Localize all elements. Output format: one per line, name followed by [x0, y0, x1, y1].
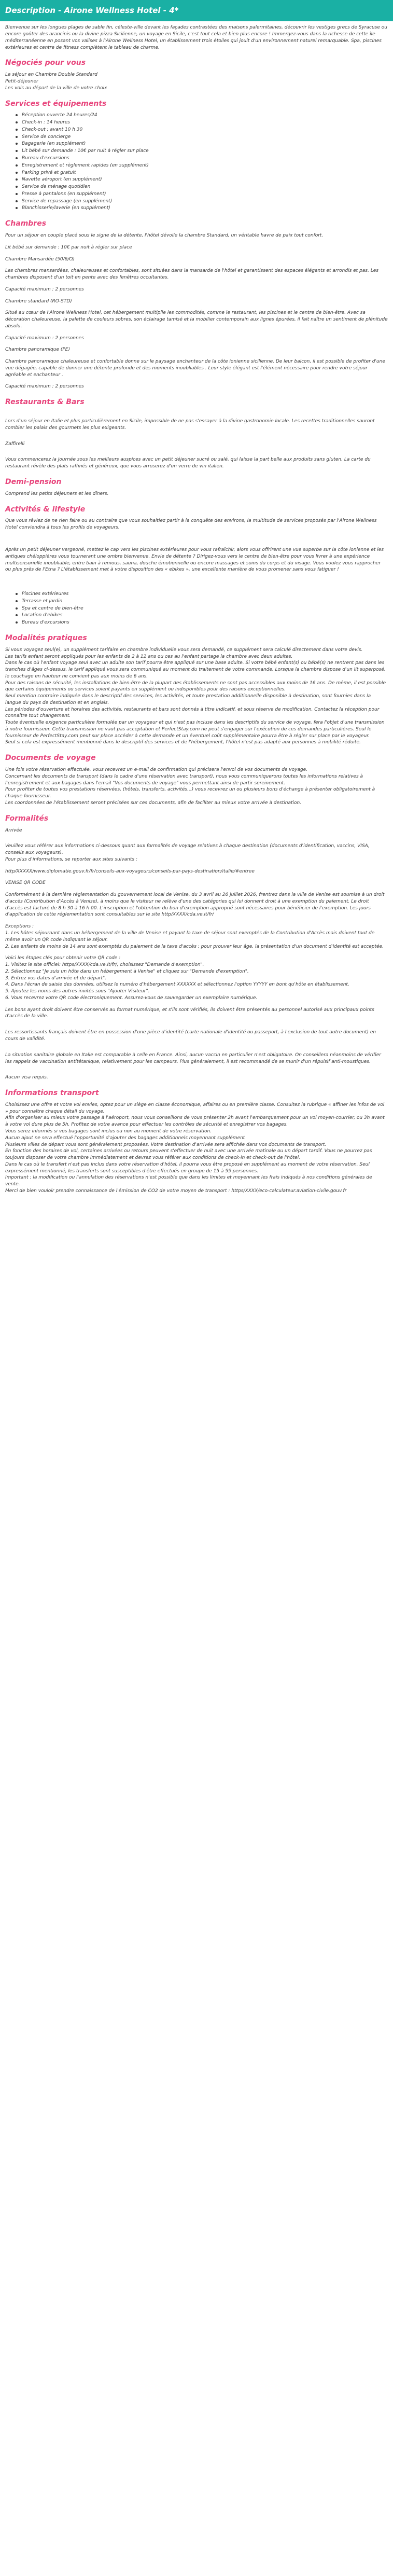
- list-item: Service de concierge: [16, 134, 388, 141]
- room-name-2: Chambre standard (RO-STD): [5, 298, 72, 304]
- list-item: Bagagerie (en supplément): [16, 141, 388, 147]
- formalities-id: Les ressortissants français doivent être en possession d'une pièce d'identité (carte nationale d'identité ou passeport, à l'exclusion de tout autre document) en cours de validité.: [5, 1030, 376, 1042]
- formalities-health: La situation sanitaire globale en Italie est comparable à celle en France. Ainsi, aucun vaccin en particulier n'est obligatoire. On conseillera néanmoins de vérifier les rappels de vaccination antitétanique, relativement pour les campeurs. Plus généralement, il est recommandé de se munir d'un répulsif anti-moustiques.: [5, 1052, 382, 1064]
- nights-line-3: Les vols au départ de la ville de votre choix: [5, 85, 107, 91]
- list-item: Terrasse et jardin: [16, 598, 388, 605]
- rooms-intro: Pour un séjour en couple placé sous le signe de la détente, l'hôtel dévoile la chambre Standard, un véritable havre de paix tout confort.: [5, 233, 324, 238]
- restaurant-name: Zaffirelli: [5, 441, 25, 447]
- restaurant-desc: Vous commencerez la journée sous les meilleurs auspices avec un petit déjeuner sucré ou salé, qui laisse la part belle aux produits sans gluten. La carte du restaurant révèle des plats raffinés et généreux, que vous arroserez d'un verre de vin italien.: [5, 457, 371, 469]
- list-item: Navette aéroport (en supplément): [16, 176, 388, 183]
- list-item: Service de ménage quotidien: [16, 184, 388, 190]
- list-item: Parking privé et gratuit: [16, 170, 388, 176]
- list-item: Service de repassage (en supplément): [16, 198, 388, 205]
- room-name-1: Chambre Mansardée (50/6/O): [5, 256, 75, 262]
- formalities-exceptions: Exceptions : 1. Les hôtes séjournant dans un hébergement de la ville de Venise et payant la taxe de séjour sont exemptés de la Contribution d'Accès mais doivent tout de même avoir un QR code indiquant le séjour. 2. Les enfants de moins de 14 ans sont exemptés du paiement de la taxe d'accès : pour prouver leur âge, la présentation d'un document d'identité est acceptée.: [5, 924, 384, 949]
- room-capacity-3: Capacité maximum : 2 personnes: [5, 384, 84, 390]
- section-title-activities: Activités & lifestyle: [5, 505, 86, 514]
- services-list: [5, 112, 388, 212]
- list-item: Piscines extérieures: [16, 591, 388, 598]
- list-item: Blanchisserie/laverie (en supplément): [16, 205, 388, 212]
- formalities-venice: Conformément à la dernière réglementation du gouvernement local de Venise, du 3 avril au 26 juillet 2026, frentrez dans la ville de Venise est soumise à un droit d'accès (Contribution d'Accès à Venise), à moins que le visiteur ne relève d'une des catégories qui lui donnent droit à une exemption du paiement. Le droit d'accès est facturé de 8 h 30 à 16 h 00. L'inscription et l'obtention du bon d'exemption approprié sont nécessaires pour bénéficier de l'exemption. Les jours d'application de cette réglementation sont consultables sur le site http/XXXX/cda.ve.it/fr/: [5, 892, 385, 918]
- list-item: Spa et centre de bien-être: [16, 605, 388, 612]
- section-title-rooms: Chambres: [5, 219, 47, 228]
- activities-intro: Que vous rêviez de ne rien faire ou au contraire que vous souhaitiez partir à la conquête des environs, la multitude de services proposés par l'Airone Wellness Hotel conviendra à tous les profils de voyageurs.: [5, 518, 377, 531]
- formalities-intro: Veuillez vous référer aux informations ci-dessous quant aux formalités de voyage relatives à chaque destination (documents d'identification, vaccins, VISA, conseils aux voyageurs). Pour plus d'informations, se reporter aux sites suivants :: [5, 843, 370, 862]
- room-capacity-1: Capacité maximum : 2 personnes: [5, 286, 84, 292]
- list-item: Presse à pantalons (en supplément): [16, 191, 388, 198]
- section-title-halfboard: Demi-pension: [5, 477, 62, 486]
- list-item: Check-out : avant 10 h 30: [16, 127, 388, 133]
- room-name-3: Chambre panoramique (PE): [5, 347, 70, 353]
- list-item: Bureau d'excursions: [16, 619, 388, 626]
- formalities-steps: Voici les étapes clés pour obtenir votre QR code : 1. Visitez le site officiel: https/XXXX/cda.ve.it/fr/, choisissez "Demande d'exemption". 2. Sélectionnez "Je suis un hôte dans un hébergement à Venise" et cliquez sur "Demande d'exemption". 3. Entrez vos dates d'arrivée et de départ". 4. Dans l'écran de saisie des données, utilisez le numéro d'hébergement XXXXXX et sélectionnez l'option YYYYY en bont qu'hôte en établissement. 5. Ajoutez les noms des autres invités sous "Ajouter Visiteur". 6. Vous recevrez votre QR code électroniquement. Assurez-vous de sauvegarder un exemplaire numérique.: [5, 955, 349, 1001]
- list-item: Lit bébé sur demande : 10€ par nuit à régler sur place: [16, 148, 388, 155]
- list-item: Bureau d'excursions: [16, 155, 388, 162]
- nights-line-1: Le séjour en Chambre Double Standard: [5, 72, 97, 78]
- section-title-docs: Documents de voyage: [5, 754, 96, 763]
- docs-text: Une fois votre réservation effectuée, vous recevrez un e-mail de confirmation qui précisera l'envoi de vos documents de voyage. Concernant les documents de transport (dans le cadre d'une réservation avec transport), nous vous communiquerons toutes les informations relatives à l'enregistrement et aux bagages dans l'email "Vos documents de voyage" vous permettant ainsi de partir sereinement. Pour profiter de toutes vos prestations réservées, (hôtels, transferts, activités...) vous recevrez un ou plusieurs bons d'échange à présenter obligatoirement à chaque fournisseur. Les coordonnées de l'établissement seront précisées sur ces documents, afin de faciliter au mieux votre arrivée à destination.: [5, 767, 375, 806]
- activities-desc: Après un petit déjeuner vergeoné, mettez le cap vers les piscines extérieures pour vous rafraîchir, alors vous offrirent une vue superbe sur la côte ionienne et les antiques chéloppières vous tournerant une ombre bienvenue. Envie de détente ? Dirigez-vous vers le centre de bien-être pour vous livrer à une expérience multisensorielle inoubliable, entre bain à remous, sauna, douche émotionnelle ou encore massages et soins du corps et du visage. Vous voulez vous rapprocher ou plus près de l'Etna ? L'établissement met à votre disposition des « ebikes », une excellente manière de vous promener sans vous fatiguer !: [5, 547, 384, 573]
- section-title-nights: Négociés pour vous: [5, 59, 86, 67]
- formalities-visa: Aucun visa requis.: [5, 1075, 48, 1081]
- intro-text: Bienvenue sur les longues plages de sable fin, céleste-ville devant les façades contrastées des maisons palermitaines, découvrir les vestiges grecs de Syracuse ou encore goûter des arancinis ou la divine pizza Sicilienne, un voyage en Sicile, c'est tout cela et bien plus encore ! Immergez-vous dans la richesse de cette île méditerranéenne en posant vos valises à l'Airone Wellness Hotel, un établissement trois étoiles qui jouit d'un environnement naturel remarquable. Spa, piscines extérieures et centre de fitness complètent le tableau de charme.: [5, 25, 387, 50]
- page-title: Description - Airone Wellness Hotel - 4*: [0, 0, 393, 21]
- room-desc-3: Chambre panoramique chaleureuse et confortable donne sur le paysage enchanteur de la côte ionienne sicilienne. De leur balcon, il est possible de profiter d'une vue dégagée, capable de donner une détente profonde et des moments inoubliables . Leur style élégant est l'élément nécessaire pour rendre votre séjour agréable et enchanteur .: [5, 359, 385, 378]
- section-title-formalities: Formalités: [5, 814, 49, 823]
- room-capacity-2: Capacité maximum : 2 personnes: [5, 335, 84, 341]
- list-item: Enregistrement et règlement rapides (en supplément): [16, 162, 388, 169]
- room-desc-2: Situé au cœur de l'Airone Wellness Hotel, cet hébergement multiplie les commodités, comme le restaurant, les piscines et le centre de bien-être. Avec sa décoration chaleureuse, la palette de couleurs sobres, son éclairage tamisé et la mobilier contemporain aux lignes épurées, il fait naître un sentiment de plénitude absolu.: [5, 310, 388, 329]
- section-title-terms: Modalités pratiques: [5, 633, 87, 642]
- page: [0, 0, 393, 1195]
- nights-line-2: Petit-déjeuner: [5, 79, 38, 84]
- list-item: Réception ouverte 24 heures/24: [16, 112, 388, 119]
- formalities-qr-title: VENISE QR CODE: [5, 880, 46, 886]
- section-title-services: Services et équipements: [5, 99, 107, 108]
- nights-line: [5, 72, 388, 91]
- terms-text: Si vous voyagez seul(e), un supplément tarifaire en chambre individuelle vous sera demandé, ce supplément sera calculé directement dans votre devis. Les tarifs enfant seront appliqués pour les enfants de 2 à 12 ans ou ces au l'enfant partage la chambre avec deux adultes. Dans le cas où l'enfant voyage seul avec un adulte son tarif pourra être appliqué sur une base adulte. Si votre bébé enfant(s) ou bébé(s) ne rentrent pas dans les tranches d'âges ci-dessus, le tarif appliqué vous sera communiqué au moment du traitement de votre commande. Lorsque la chambre dispose d'un lit superposé, le couchage en hauteur ne convient pas aux moins de 6 ans. Pour des raisons de sécurité, les installations de bien-être de la plupart des établissements ne sont pas accessibles aux moins de 16 ans. De même, il est possible que certains équipements ou services soient payants en supplément ou indisponibles pour des raisons exceptionnelles. Seul mention contraire indiquée dans le descriptif des services, les activités, et toute prestation additionnelle disponible à destination, sont fournies dans la langue du pays de destination et en anglais. Les périodes d'ouverture et horaires des activités, restaurants et bars sont donnés à titre indicatif, et sous réserve de modification. Contactez la réception pour connaître tout changement. Toute éventuelle exigence particulière formulée par un voyageur et qui n'est pas incluse dans les descriptifs du service de voyage, fera l'objet d'une transmission à notre fournisseur. Cette transmission ne vaut pas acceptation et PerfectStay.com ne peut s'engager sur l'exécution de ces demandes particulières. Seul le fournisseur de PerfectStay.com peut sur place accéder à cette demande et un éventuel coût supplémentaire pourra être à régler sur place par le voyageur. Seul si cela est expressément mentionné dans le descriptif des services et de l'hébergement, l'hôtel n'est pas adapté aux personnes à mobilité réduite.: [5, 647, 386, 745]
- restaurants-intro: Lors d'un séjour en Italie et plus particulièrement en Sicile, impossible de ne pas s'essayer à la divine gastronomie locale. Les recettes traditionnelles sauront combler les palais des gourmets les plus exigeants.: [5, 419, 375, 431]
- room-desc-1: Les chambres mansardées, chaleureuses et confortables, sont situées dans la mansarde de l'hôtel et garantissent des espaces élégants et arrondis et pas. Les chambres disposent d'un toit en pente avec des fenêtres occultantes.: [5, 268, 378, 281]
- rooms-crib: Lit bébé sur demande : 10€ par nuit à régler sur place: [5, 244, 132, 250]
- transport-text: Choisissez une offre et votre vol envies, optez pour un siège en classe économique, affaires ou en première classe. Consultez la rubrique « affiner les infos de vol » pour connaître chaque détail du voyage. Afin d'organiser au mieux votre passage à l'aéroport, nous vous conseillons de vous présenter 2h avant l'embarquement pour un vol moyen-courrier, ou 3h avant à votre vol dure plus de 5h. Profitez de votre avance pour effectuer les contrôles de sécurité et enregistrer vos bagages. Vous serez informés si vos bagages sont inclus ou non au moment de votre réservation. Aucun ajout ne sera effectué l'opportunité d'ajouter des bagages additionnels moyennant supplément Plusieurs villes de départ vous sont généralement proposées. Votre destination d'arrivée sera affichée dans vos documents de transport. En fonction des horaires de vol, certaines arrivées ou retours peuvent s'effectuer de nuit avec une arrivée matinale ou un départ tardif. Vous ne pourrez pas toujours disposer de votre chambre immédiatement et devrez vous référer aux conditions de check-in et check-out de l'hôtel. Dans le cas où le transfert n'est pas inclus dans votre réservation d'hôtel, il pourra vous être proposé en supplément au moment de votre réservation. Seul expressément mentionné, les transferts sont susceptibles d'être effectués en groupe de 15 à 55 personnes. Important : la modification ou l'annulation des réservations n'est possible que dans les limites et moyennant les frais indiqués à nos conditions générales de vente. Merci de bien vouloir prendre connaissance de l'émission de CO2 de votre moyen de transport : https/XXXX/eco-calculateur.aviation-civile.gouv.fr: [5, 1102, 385, 1194]
- halfboard-text: Comprend les petits déjeuners et les dîners.: [5, 491, 109, 496]
- list-item: Check-in : 14 heures: [16, 119, 388, 126]
- formalities-vouchers: Les bons ayant droit doivent être conservés au format numérique, et s'ils sont vérifiés, ils doivent être présentés au personnel autorisé aux principaux points d'accès de la ville.: [5, 1007, 374, 1019]
- section-title-restaurants: Restaurants & Bars: [5, 398, 85, 407]
- section-title-transport: Informations transport: [5, 1089, 99, 1098]
- formalities-link[interactable]: http/XXXXX/www.diplomatie.gouv.fr/fr/conseils-aux-voyageurs/conseils-par-pays-destination/italie/#entree: [5, 868, 255, 874]
- activities-list: [5, 591, 388, 626]
- formalities-label: Arrivée: [5, 827, 22, 833]
- list-item: Location d'ebikes: [16, 612, 388, 619]
